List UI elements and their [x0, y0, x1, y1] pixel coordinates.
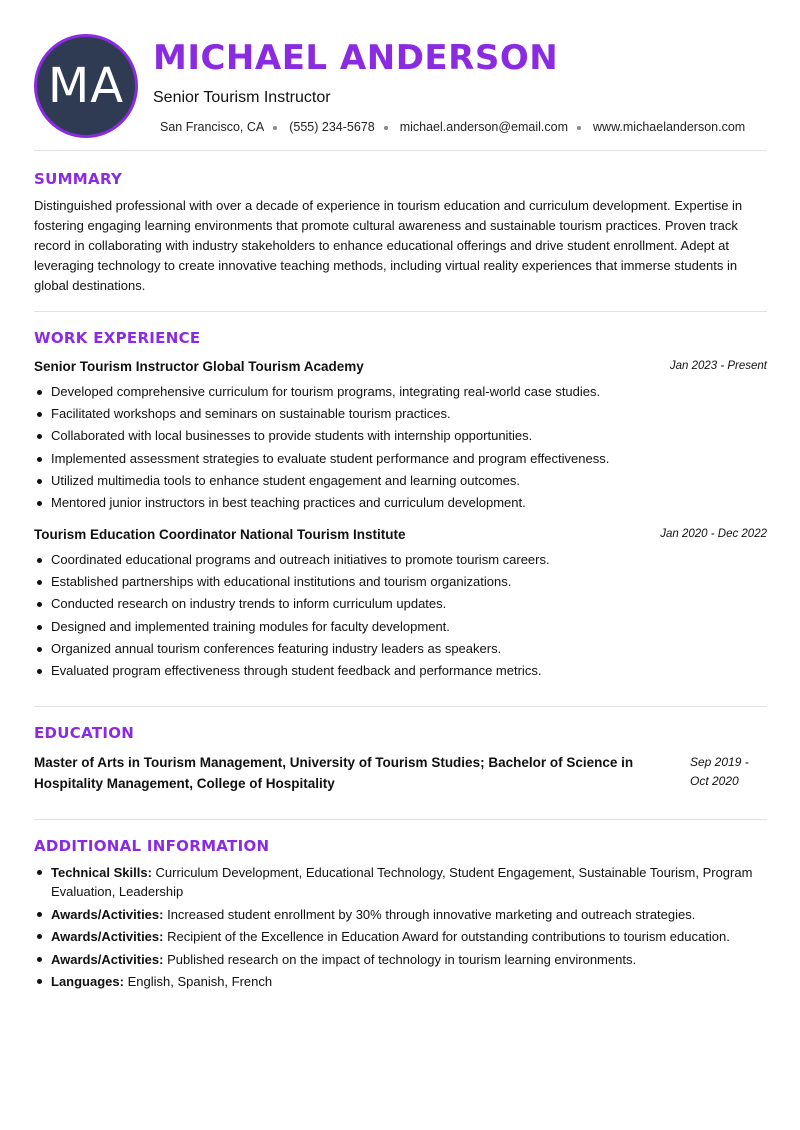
list-item: Facilitated workshops and seminars on sustainable tourism practices.	[34, 403, 767, 425]
item-label: Technical Skills:	[51, 865, 152, 880]
list-item: Collaborated with local businesses to provide students with internship opportunities.	[34, 425, 767, 447]
list-item: Evaluated program effectiveness through student feedback and performance metrics.	[34, 660, 767, 682]
list-item: Implemented assessment strategies to evaluate student performance and program effectiveness.	[34, 448, 767, 470]
divider	[34, 819, 767, 820]
additional-heading: ADDITIONAL INFORMATION	[34, 837, 270, 855]
divider	[34, 150, 767, 151]
experience-heading: WORK EXPERIENCE	[34, 329, 201, 347]
item-text: Recipient of the Excellence in Education Award for outstanding contributions to tourism education.	[167, 929, 730, 944]
list-item	[34, 972, 769, 991]
contact-website[interactable]: www.michaelanderson.com	[593, 120, 746, 134]
list-item: Coordinated educational programs and outreach initiatives to promote tourism careers.	[34, 549, 767, 571]
education-degree: Master of Arts in Tourism Management, University of Tourism Studies; Bachelor of Science in Hospitality Management, College of Hospitality	[34, 755, 634, 791]
separator-dot	[273, 126, 277, 130]
separator-dot	[577, 126, 581, 130]
contact-line	[160, 120, 745, 134]
list-item: Developed comprehensive curriculum for tourism programs, integrating real-world case studies.	[34, 381, 767, 403]
item-text: Curriculum Development, Educational Technology, Student Engagement, Sustainable Tourism, Program Evaluation, Leadership	[51, 865, 753, 899]
list-item: Conducted research on industry trends to inform curriculum updates.	[34, 593, 767, 615]
separator-dot	[384, 126, 388, 130]
job-date: Jan 2023 - Present	[669, 360, 767, 372]
job-bullets	[34, 381, 767, 514]
education-heading: EDUCATION	[34, 724, 135, 742]
job-role: Tourism Education Coordinator National Tourism Institute	[34, 527, 406, 542]
avatar-initials: MA	[47, 58, 125, 114]
candidate-title: Senior Tourism Instructor	[153, 89, 331, 106]
resume-header	[0, 0, 800, 150]
job-date: Jan 2020 - Dec 2022	[660, 528, 767, 540]
contact-location: San Francisco, CA	[160, 120, 265, 134]
list-item: Established partnerships with educational institutions and tourism organizations.	[34, 571, 767, 593]
item-label: Awards/Activities:	[51, 929, 164, 944]
item-label: Awards/Activities:	[51, 906, 164, 922]
summary-heading: SUMMARY	[34, 170, 123, 188]
list-item: Utilized multimedia tools to enhance student engagement and learning outcomes.	[34, 470, 767, 492]
list-item: Mentored junior instructors in best teaching practices and curriculum development.	[34, 492, 767, 514]
avatar	[34, 34, 138, 138]
list-item	[34, 927, 769, 946]
job-header	[34, 358, 767, 376]
job-bullets	[34, 549, 767, 682]
summary-text: Distinguished professional with over a decade of experience in tourism education and curriculum development. Expertise in fostering engaging learning environments that promote cultural awareness and sustainable tourism practices. Proven track record in collaborating with industry stakeholders to enhance educational offerings and drive student enrollment. Adept at leveraging technology to create innovative teaching methods, including virtual reality experiences that immerse students in global destinations.	[34, 198, 743, 293]
item-label: Languages:	[51, 974, 124, 989]
divider	[34, 706, 767, 707]
job-role: Senior Tourism Instructor Global Tourism Academy	[34, 359, 364, 374]
contact-phone: (555) 234-5678	[289, 120, 375, 134]
additional-list	[34, 863, 769, 995]
item-text: English, Spanish, French	[127, 974, 273, 989]
contact-email[interactable]: michael.anderson@email.com	[399, 120, 569, 134]
item-text: Increased student enrollment by 30% through innovative marketing and outreach strategies.	[167, 906, 696, 922]
job-header	[34, 526, 767, 544]
list-item	[34, 863, 769, 901]
item-text: Published research on the impact of technology in tourism learning environments.	[167, 951, 637, 967]
list-item	[34, 950, 769, 969]
list-item	[34, 905, 769, 924]
candidate-name: MICHAEL ANDERSON	[153, 38, 559, 78]
list-item: Organized annual tourism conferences featuring industry leaders as speakers.	[34, 638, 767, 660]
education-date: Sep 2019 - Oct 2020	[690, 755, 749, 788]
list-item: Designed and implemented training modules for faculty development.	[34, 616, 767, 638]
item-label: Awards/Activities:	[51, 951, 164, 967]
divider	[34, 311, 767, 312]
